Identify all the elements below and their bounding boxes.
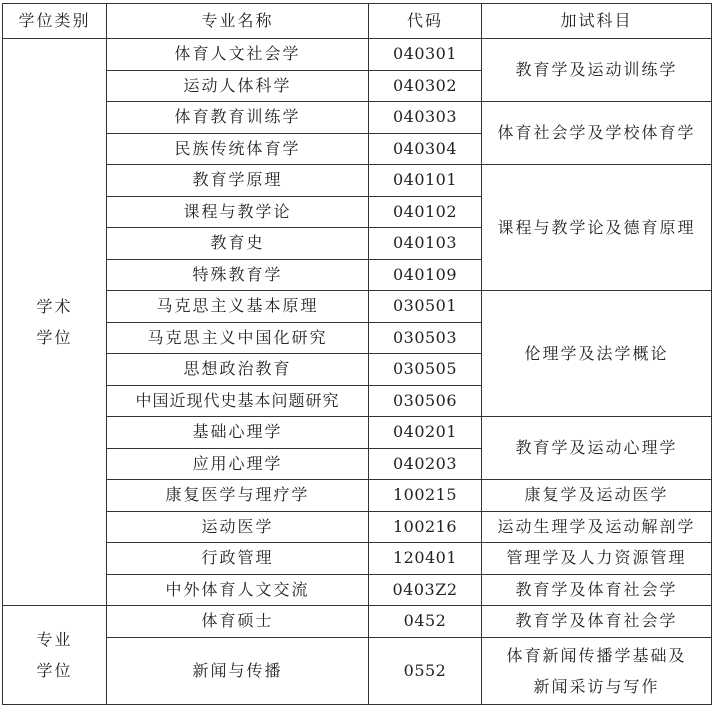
table-row: [3, 543, 712, 575]
major-code: 040101: [369, 165, 482, 197]
table-row: [3, 480, 712, 512]
header-extra-subjects: 加试科目: [482, 4, 712, 39]
major-code: 0552: [369, 637, 482, 704]
major-name: 运动医学: [107, 511, 369, 543]
table-row: [3, 165, 712, 197]
major-code: 040303: [369, 102, 482, 134]
category-academic: 学术 学位: [3, 39, 107, 606]
extra-subject: 管理学及人力资源管理: [482, 543, 712, 575]
table-row: [3, 574, 712, 606]
table-row: [3, 606, 712, 638]
major-code: 040201: [369, 417, 482, 449]
major-name: 康复医学与理疗学: [107, 480, 369, 512]
major-code: 120401: [369, 543, 482, 575]
major-name: 体育教育训练学: [107, 102, 369, 134]
major-code: 040302: [369, 70, 482, 102]
category-professional: 专业 学位: [3, 606, 107, 705]
table-row: [3, 39, 712, 71]
table-row: [3, 637, 712, 704]
major-code: 100216: [369, 511, 482, 543]
major-name: 新闻与传播: [107, 637, 369, 704]
extra-subject: 教育学及体育社会学: [482, 606, 712, 638]
extra-subject: 体育新闻传播学基础及 新闻采访与写作: [482, 637, 712, 704]
extra-subject: 运动生理学及运动解剖学: [482, 511, 712, 543]
extra-subject: 教育学及运动心理学: [482, 417, 712, 480]
admission-subjects-table: [2, 3, 712, 705]
major-name: 马克思主义中国化研究: [107, 322, 369, 354]
major-name: 中外体育人文交流: [107, 574, 369, 606]
major-code: 030506: [369, 385, 482, 417]
major-code: 040109: [369, 259, 482, 291]
major-name: 课程与教学论: [107, 196, 369, 228]
major-name: 马克思主义基本原理: [107, 291, 369, 323]
major-name: 体育硕士: [107, 606, 369, 638]
major-code: 040304: [369, 133, 482, 165]
extra-subject: 体育社会学及学校体育学: [482, 102, 712, 165]
major-name: 民族传统体育学: [107, 133, 369, 165]
major-code: 040102: [369, 196, 482, 228]
table-row: [3, 102, 712, 134]
header-code: 代码: [369, 4, 482, 39]
major-code: 100215: [369, 480, 482, 512]
header-major-name: 专业名称: [107, 4, 369, 39]
extra-subject: 课程与教学论及德育原理: [482, 165, 712, 291]
major-name: 思想政治教育: [107, 354, 369, 386]
major-code: 0452: [369, 606, 482, 638]
major-code: 040301: [369, 39, 482, 71]
major-name: 应用心理学: [107, 448, 369, 480]
major-code: 030501: [369, 291, 482, 323]
major-code: 040203: [369, 448, 482, 480]
major-code: 030503: [369, 322, 482, 354]
table-row: [3, 291, 712, 323]
major-name: 教育学原理: [107, 165, 369, 197]
major-name: 特殊教育学: [107, 259, 369, 291]
extra-subject: 康复学及运动医学: [482, 480, 712, 512]
header-row: [3, 4, 712, 39]
header-category: 学位类别: [3, 4, 107, 39]
extra-subject: 伦理学及法学概论: [482, 291, 712, 417]
major-name: 行政管理: [107, 543, 369, 575]
major-code: 030505: [369, 354, 482, 386]
major-name: 中国近现代史基本问题研究: [107, 385, 369, 417]
extra-subject: 教育学及运动训练学: [482, 39, 712, 102]
major-code: 0403Z2: [369, 574, 482, 606]
major-code: 040103: [369, 228, 482, 260]
major-name: 基础心理学: [107, 417, 369, 449]
major-name: 运动人体科学: [107, 70, 369, 102]
major-name: 体育人文社会学: [107, 39, 369, 71]
major-name: 教育史: [107, 228, 369, 260]
table-row: [3, 511, 712, 543]
extra-subject: 教育学及体育社会学: [482, 574, 712, 606]
table-row: [3, 417, 712, 449]
